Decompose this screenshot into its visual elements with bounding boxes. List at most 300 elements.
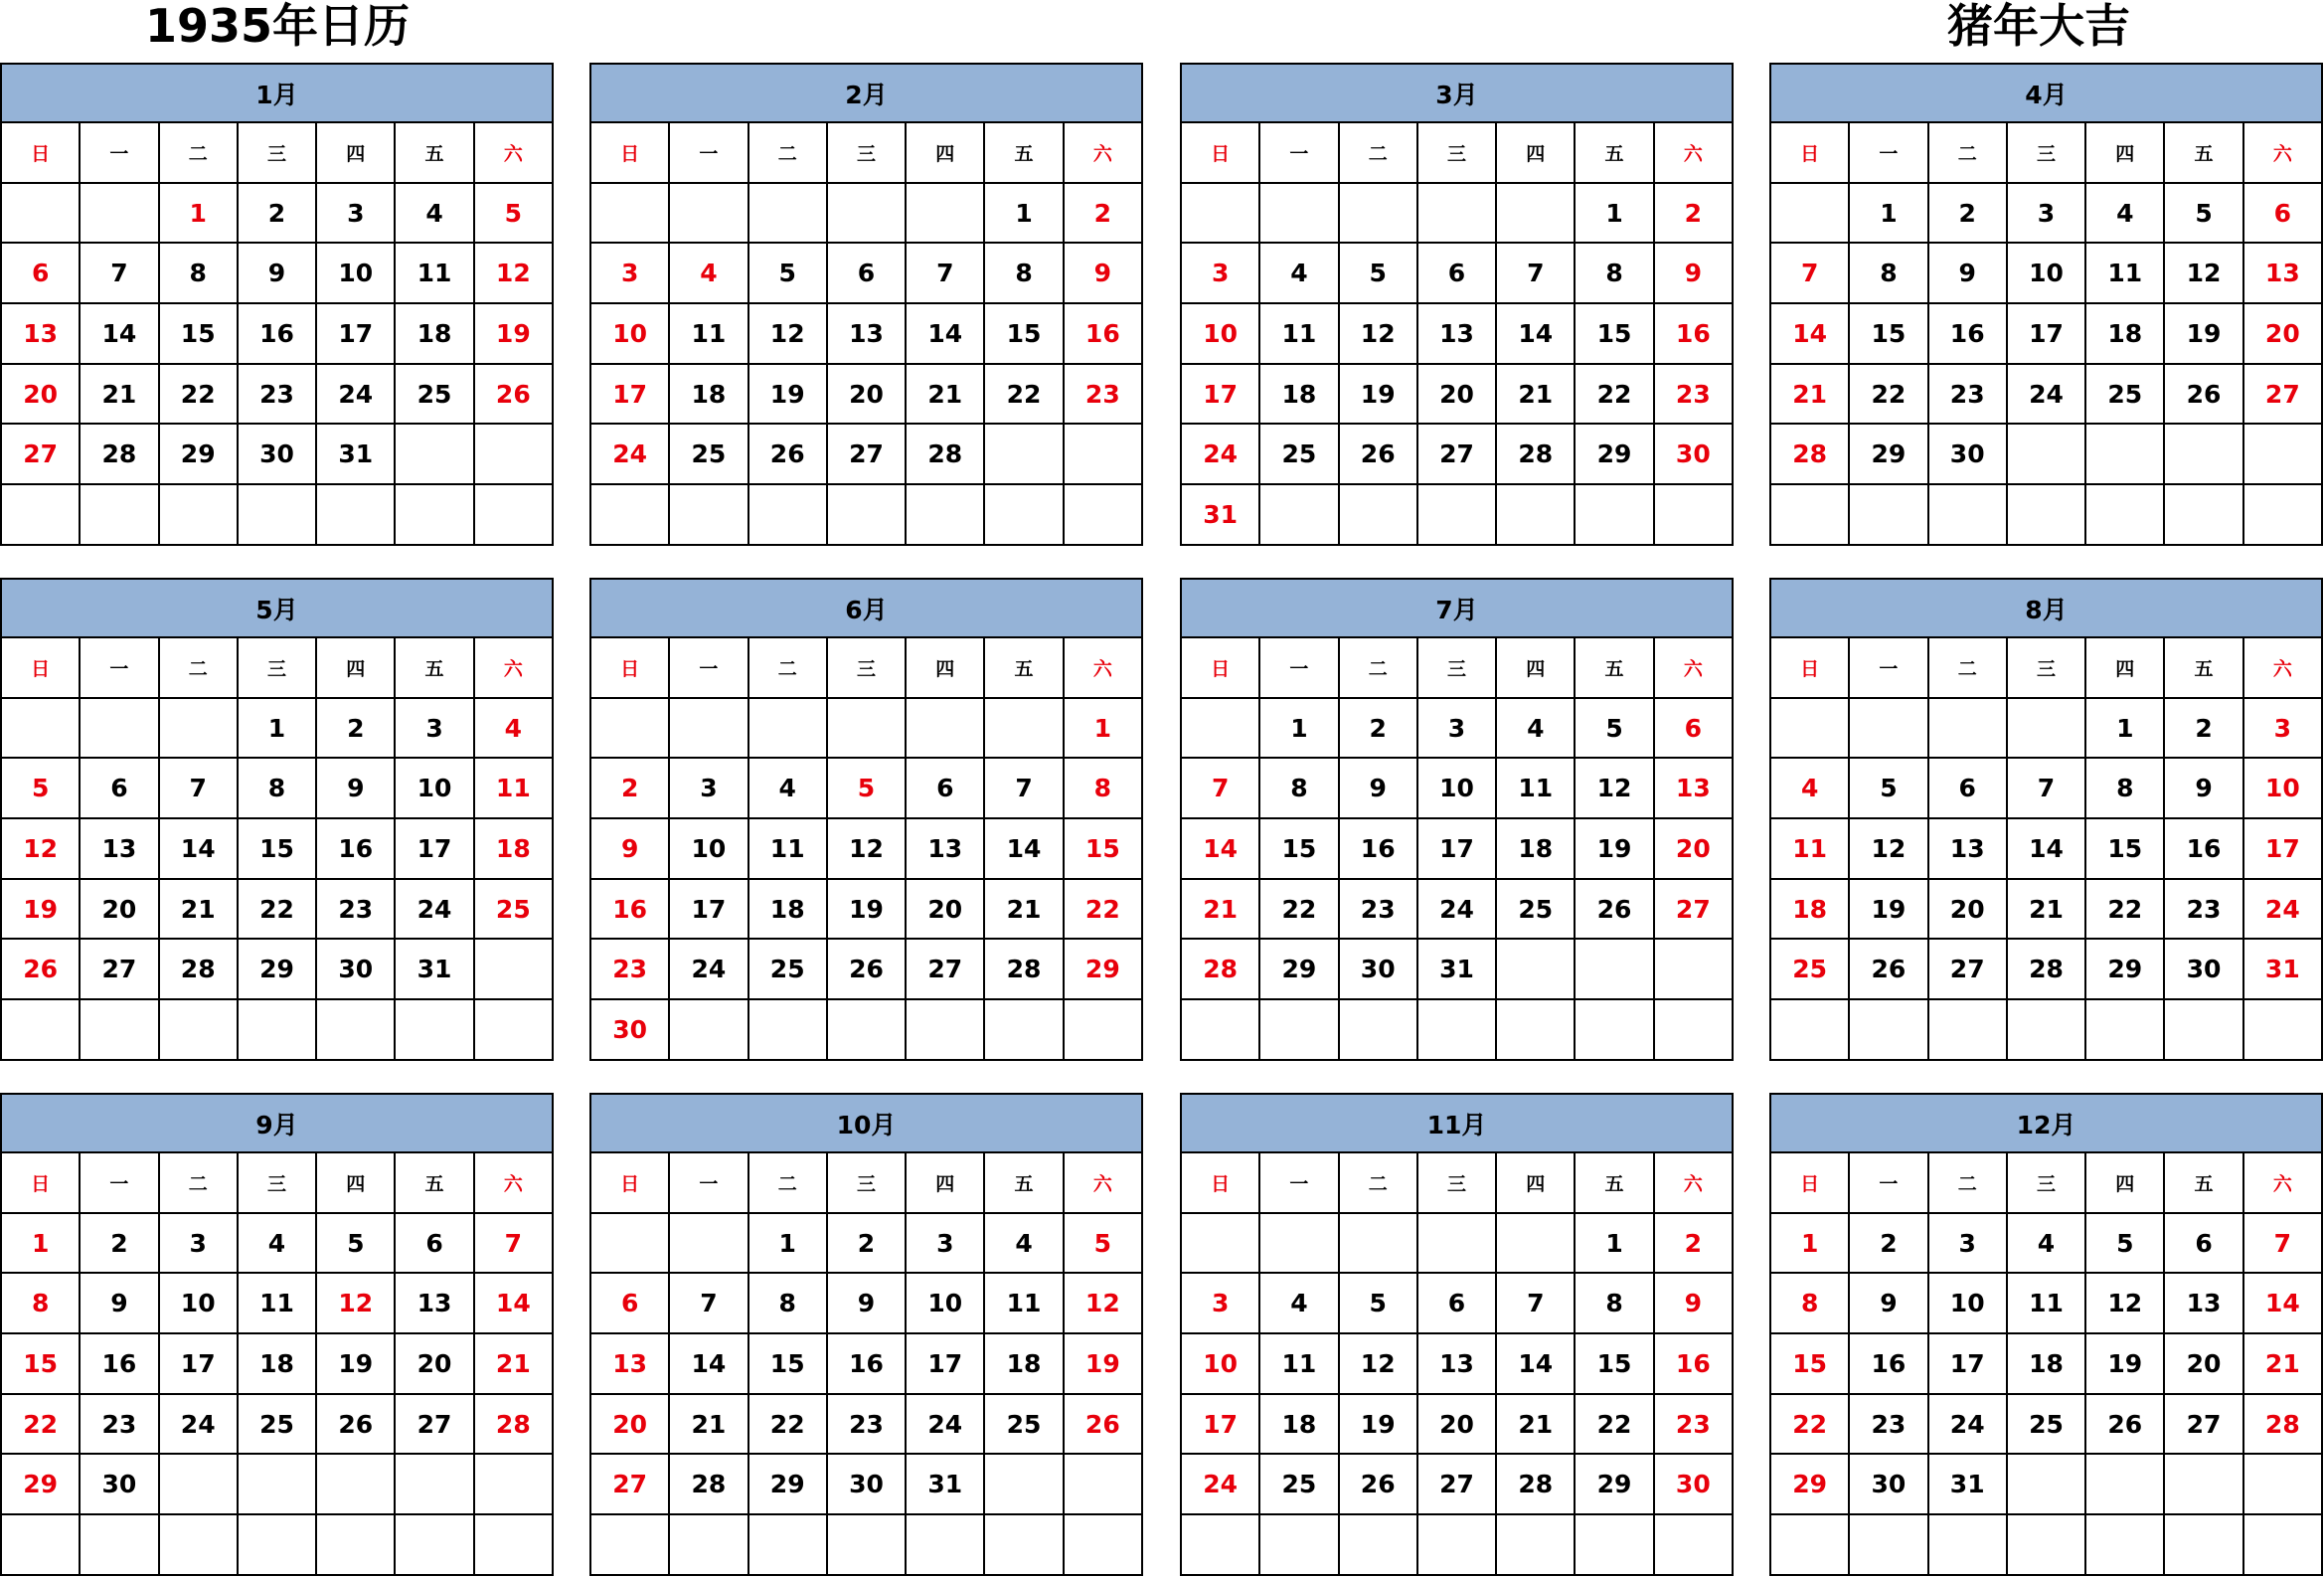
day-cell: 5	[1065, 1214, 1143, 1275]
empty-cell	[1418, 184, 1497, 245]
day-cell: 25	[985, 1395, 1064, 1456]
weekday-label: 六	[475, 638, 554, 699]
weekday-label: 三	[1418, 1153, 1497, 1214]
day-cell: 21	[475, 1334, 554, 1395]
day-cell: 18	[1260, 1395, 1339, 1456]
month-grid	[1180, 638, 1734, 1061]
month-calendar	[1769, 578, 2323, 1062]
empty-cell	[1065, 1000, 1143, 1061]
empty-cell	[1576, 1515, 1654, 1576]
day-cell: 2	[1929, 184, 2008, 245]
weekday-label: 六	[475, 1153, 554, 1214]
weekday-label: 六	[1655, 1153, 1734, 1214]
day-cell: 8	[1260, 759, 1339, 819]
day-cell: 11	[1497, 759, 1576, 819]
weekday-label: 二	[1929, 1153, 2008, 1214]
day-cell: 6	[1418, 244, 1497, 304]
empty-cell	[1497, 1214, 1576, 1275]
day-cell: 29	[1576, 425, 1654, 485]
day-cell: 15	[239, 819, 317, 880]
week-row	[1771, 184, 2323, 245]
day-cell: 17	[670, 880, 748, 941]
empty-cell	[1497, 1515, 1576, 1576]
weekday-label: 五	[396, 638, 474, 699]
week-row	[1771, 1274, 2323, 1334]
weekday-label: 一	[1260, 1153, 1339, 1214]
week-row	[591, 304, 1143, 365]
day-cell: 7	[475, 1214, 554, 1275]
weekday-row	[2, 123, 554, 184]
empty-cell	[985, 485, 1064, 546]
day-cell: 14	[907, 304, 985, 365]
day-cell: 29	[1065, 940, 1143, 1000]
day-cell: 5	[2165, 184, 2243, 245]
day-cell: 27	[1418, 425, 1497, 485]
day-cell: 13	[2, 304, 81, 365]
empty-cell	[2165, 1455, 2243, 1515]
day-cell: 30	[317, 940, 396, 1000]
day-cell: 26	[1065, 1395, 1143, 1456]
day-cell: 24	[396, 880, 474, 941]
weekday-label: 五	[1576, 638, 1654, 699]
day-cell: 2	[1065, 184, 1143, 245]
day-cell: 29	[1576, 1455, 1654, 1515]
day-cell: 17	[1182, 365, 1260, 426]
day-cell: 16	[317, 819, 396, 880]
empty-cell	[160, 1455, 239, 1515]
day-cell: 6	[907, 759, 985, 819]
day-cell: 7	[1497, 244, 1576, 304]
weekday-label: 四	[907, 123, 985, 184]
month-title: 12月	[1769, 1093, 2323, 1153]
week-row	[1771, 1455, 2323, 1515]
week-row	[1182, 244, 1734, 304]
day-cell: 21	[2244, 1334, 2323, 1395]
week-row	[1771, 1395, 2323, 1456]
empty-cell	[160, 485, 239, 546]
weekday-row	[1771, 1153, 2323, 1214]
day-cell: 12	[2165, 244, 2243, 304]
day-cell: 29	[749, 1455, 828, 1515]
weekday-label: 日	[1182, 1153, 1260, 1214]
day-cell: 12	[1065, 1274, 1143, 1334]
day-cell: 9	[81, 1274, 159, 1334]
day-cell: 16	[1655, 1334, 1734, 1395]
empty-cell	[317, 485, 396, 546]
day-cell: 18	[749, 880, 828, 941]
day-cell: 13	[396, 1274, 474, 1334]
day-cell: 15	[1260, 819, 1339, 880]
day-cell: 14	[1771, 304, 1850, 365]
weekday-label: 一	[81, 638, 159, 699]
day-cell: 27	[591, 1455, 670, 1515]
weekday-label: 五	[396, 123, 474, 184]
day-cell: 24	[591, 425, 670, 485]
empty-cell	[475, 1515, 554, 1576]
empty-cell	[1850, 1515, 1928, 1576]
day-cell: 16	[1850, 1334, 1928, 1395]
day-cell: 24	[907, 1395, 985, 1456]
empty-cell	[828, 1515, 907, 1576]
day-cell: 19	[1340, 365, 1418, 426]
empty-cell	[2008, 425, 2086, 485]
empty-cell	[2, 184, 81, 245]
calendar-subtitle: 猪年大吉	[1947, 0, 2130, 53]
day-cell: 28	[81, 425, 159, 485]
day-cell: 22	[2, 1395, 81, 1456]
day-cell: 26	[749, 425, 828, 485]
weekday-row	[1771, 638, 2323, 699]
day-cell: 8	[2, 1274, 81, 1334]
week-row	[1771, 1214, 2323, 1275]
day-cell: 14	[670, 1334, 748, 1395]
weekday-label: 五	[2165, 638, 2243, 699]
weekday-label: 一	[1850, 1153, 1928, 1214]
day-cell: 15	[1850, 304, 1928, 365]
week-row	[1182, 1000, 1734, 1061]
day-cell: 18	[2086, 304, 2165, 365]
empty-cell	[1340, 1214, 1418, 1275]
weekday-row	[1182, 1153, 1734, 1214]
empty-cell	[81, 184, 159, 245]
weekday-row	[2, 1153, 554, 1214]
day-cell: 27	[907, 940, 985, 1000]
weekday-label: 四	[1497, 638, 1576, 699]
empty-cell	[670, 699, 748, 760]
day-cell: 10	[160, 1274, 239, 1334]
day-cell: 25	[396, 365, 474, 426]
weekday-label: 一	[1850, 638, 1928, 699]
month-grid	[0, 123, 554, 546]
empty-cell	[591, 1214, 670, 1275]
day-cell: 31	[1182, 485, 1260, 546]
day-cell: 5	[317, 1214, 396, 1275]
day-cell: 12	[2086, 1274, 2165, 1334]
empty-cell	[2244, 425, 2323, 485]
week-row	[591, 425, 1143, 485]
day-cell: 1	[1065, 699, 1143, 760]
empty-cell	[396, 1000, 474, 1061]
day-cell: 12	[1340, 304, 1418, 365]
day-cell: 25	[670, 425, 748, 485]
day-cell: 9	[1850, 1274, 1928, 1334]
week-row	[1771, 244, 2323, 304]
week-row	[2, 1395, 554, 1456]
day-cell: 11	[749, 819, 828, 880]
day-cell: 14	[2244, 1274, 2323, 1334]
day-cell: 22	[1260, 880, 1339, 941]
day-cell: 31	[1929, 1455, 2008, 1515]
month-calendar	[589, 578, 1143, 1062]
day-cell: 4	[1260, 1274, 1339, 1334]
week-row	[2, 819, 554, 880]
empty-cell	[1182, 1000, 1260, 1061]
day-cell: 7	[160, 759, 239, 819]
week-row	[2, 184, 554, 245]
weekday-label: 日	[591, 1153, 670, 1214]
empty-cell	[907, 1515, 985, 1576]
empty-cell	[475, 940, 554, 1000]
day-cell: 3	[160, 1214, 239, 1275]
empty-cell	[475, 425, 554, 485]
day-cell: 14	[81, 304, 159, 365]
day-cell: 6	[828, 244, 907, 304]
empty-cell	[1576, 940, 1654, 1000]
day-cell: 14	[1497, 304, 1576, 365]
day-cell: 5	[1340, 1274, 1418, 1334]
day-cell: 22	[985, 365, 1064, 426]
day-cell: 26	[1340, 1455, 1418, 1515]
day-cell: 30	[239, 425, 317, 485]
day-cell: 8	[985, 244, 1064, 304]
day-cell: 23	[1655, 365, 1734, 426]
month-title: 8月	[1769, 578, 2323, 638]
day-cell: 22	[2086, 880, 2165, 941]
empty-cell	[1182, 1214, 1260, 1275]
month-grid	[1180, 123, 1734, 546]
day-cell: 10	[1182, 304, 1260, 365]
day-cell: 22	[1065, 880, 1143, 941]
weekday-label: 五	[1576, 123, 1654, 184]
day-cell: 27	[1655, 880, 1734, 941]
day-cell: 13	[1655, 759, 1734, 819]
day-cell: 16	[1065, 304, 1143, 365]
empty-cell	[670, 1214, 748, 1275]
day-cell: 1	[1576, 1214, 1654, 1275]
weekday-label: 六	[2244, 1153, 2323, 1214]
day-cell: 13	[2244, 244, 2323, 304]
week-row	[1182, 1515, 1734, 1576]
month-calendar	[589, 63, 1143, 547]
empty-cell	[81, 699, 159, 760]
empty-cell	[239, 1455, 317, 1515]
day-cell: 8	[1771, 1274, 1850, 1334]
weekday-label: 三	[239, 638, 317, 699]
day-cell: 31	[2244, 940, 2323, 1000]
week-row	[2, 1515, 554, 1576]
weekday-label: 日	[2, 123, 81, 184]
week-row	[1771, 1515, 2323, 1576]
weekday-label: 六	[1065, 1153, 1143, 1214]
day-cell: 11	[670, 304, 748, 365]
week-row	[2, 1455, 554, 1515]
day-cell: 29	[2, 1455, 81, 1515]
day-cell: 6	[2165, 1214, 2243, 1275]
empty-cell	[1418, 485, 1497, 546]
day-cell: 9	[828, 1274, 907, 1334]
week-row	[591, 485, 1143, 546]
weekday-label: 二	[160, 1153, 239, 1214]
day-cell: 6	[2244, 184, 2323, 245]
day-cell: 21	[1497, 1395, 1576, 1456]
empty-cell	[749, 1515, 828, 1576]
week-row	[1771, 880, 2323, 941]
week-row	[591, 1455, 1143, 1515]
day-cell: 12	[1850, 819, 1928, 880]
weekday-label: 六	[475, 123, 554, 184]
day-cell: 23	[1655, 1395, 1734, 1456]
weekday-label: 一	[1850, 123, 1928, 184]
month-title: 9月	[0, 1093, 554, 1153]
day-cell: 28	[475, 1395, 554, 1456]
day-cell: 8	[2086, 759, 2165, 819]
empty-cell	[1260, 1214, 1339, 1275]
week-row	[591, 184, 1143, 245]
weekday-label: 六	[2244, 123, 2323, 184]
day-cell: 13	[81, 819, 159, 880]
day-cell: 25	[1260, 425, 1339, 485]
day-cell: 12	[828, 819, 907, 880]
empty-cell	[591, 184, 670, 245]
empty-cell	[1655, 940, 1734, 1000]
empty-cell	[985, 425, 1064, 485]
month-calendar	[0, 63, 554, 547]
empty-cell	[670, 184, 748, 245]
weekday-label: 四	[317, 1153, 396, 1214]
day-cell: 22	[239, 880, 317, 941]
week-row	[1182, 485, 1734, 546]
day-cell: 30	[1655, 1455, 1734, 1515]
empty-cell	[2086, 485, 2165, 546]
day-cell: 16	[81, 1334, 159, 1395]
empty-cell	[1260, 1515, 1339, 1576]
empty-cell	[2244, 1000, 2323, 1061]
weekday-label: 五	[396, 1153, 474, 1214]
empty-cell	[1771, 1000, 1850, 1061]
day-cell: 21	[1182, 880, 1260, 941]
week-row	[1182, 304, 1734, 365]
day-cell: 28	[1182, 940, 1260, 1000]
day-cell: 10	[670, 819, 748, 880]
day-cell: 26	[317, 1395, 396, 1456]
day-cell: 26	[2, 940, 81, 1000]
empty-cell	[2086, 425, 2165, 485]
weekday-label: 四	[907, 1153, 985, 1214]
empty-cell	[1340, 485, 1418, 546]
day-cell: 29	[1260, 940, 1339, 1000]
month-grid	[1769, 123, 2323, 546]
day-cell: 30	[591, 1000, 670, 1061]
day-cell: 16	[1929, 304, 2008, 365]
weekday-label: 三	[828, 1153, 907, 1214]
day-cell: 26	[1340, 425, 1418, 485]
day-cell: 30	[1340, 940, 1418, 1000]
week-row	[591, 1000, 1143, 1061]
day-cell: 30	[1850, 1455, 1928, 1515]
week-row	[591, 244, 1143, 304]
empty-cell	[1340, 1000, 1418, 1061]
weekday-label: 六	[1065, 638, 1143, 699]
day-cell: 8	[1576, 1274, 1654, 1334]
weekday-label: 二	[1340, 123, 1418, 184]
weekday-label: 二	[1929, 638, 2008, 699]
day-cell: 24	[160, 1395, 239, 1456]
week-row	[1771, 1334, 2323, 1395]
empty-cell	[749, 485, 828, 546]
day-cell: 3	[1418, 699, 1497, 760]
day-cell: 9	[1655, 1274, 1734, 1334]
day-cell: 21	[985, 880, 1064, 941]
weekday-label: 二	[749, 1153, 828, 1214]
day-cell: 6	[81, 759, 159, 819]
day-cell: 4	[2086, 184, 2165, 245]
empty-cell	[1340, 1515, 1418, 1576]
day-cell: 20	[81, 880, 159, 941]
day-cell: 25	[239, 1395, 317, 1456]
month-calendar	[1180, 63, 1734, 547]
week-row	[591, 699, 1143, 760]
month-title: 7月	[1180, 578, 1734, 638]
day-cell: 2	[1655, 1214, 1734, 1275]
day-cell: 14	[1497, 1334, 1576, 1395]
month-calendar	[1180, 578, 1734, 1062]
day-cell: 21	[81, 365, 159, 426]
day-cell: 17	[1929, 1334, 2008, 1395]
day-cell: 2	[591, 759, 670, 819]
day-cell: 8	[239, 759, 317, 819]
day-cell: 29	[1771, 1455, 1850, 1515]
weekday-label: 三	[239, 1153, 317, 1214]
day-cell: 20	[396, 1334, 474, 1395]
day-cell: 13	[907, 819, 985, 880]
empty-cell	[239, 1515, 317, 1576]
day-cell: 10	[2244, 759, 2323, 819]
day-cell: 6	[1418, 1274, 1497, 1334]
week-row	[591, 940, 1143, 1000]
weekday-label: 四	[907, 638, 985, 699]
day-cell: 4	[749, 759, 828, 819]
day-cell: 25	[749, 940, 828, 1000]
weekday-label: 三	[1418, 638, 1497, 699]
day-cell: 28	[907, 425, 985, 485]
week-row	[2, 759, 554, 819]
weekday-label: 日	[1771, 638, 1850, 699]
day-cell: 28	[985, 940, 1064, 1000]
week-row	[1182, 940, 1734, 1000]
day-cell: 27	[2165, 1395, 2243, 1456]
month-grid	[589, 1153, 1143, 1576]
day-cell: 17	[160, 1334, 239, 1395]
day-cell: 8	[160, 244, 239, 304]
day-cell: 2	[81, 1214, 159, 1275]
empty-cell	[2008, 485, 2086, 546]
day-cell: 1	[160, 184, 239, 245]
day-cell: 1	[2, 1214, 81, 1275]
empty-cell	[670, 485, 748, 546]
day-cell: 27	[81, 940, 159, 1000]
day-cell: 17	[2244, 819, 2323, 880]
day-cell: 19	[317, 1334, 396, 1395]
day-cell: 14	[2008, 819, 2086, 880]
empty-cell	[1655, 485, 1734, 546]
empty-cell	[1850, 485, 1928, 546]
week-row	[1182, 1455, 1734, 1515]
weekday-label: 一	[81, 1153, 159, 1214]
day-cell: 15	[985, 304, 1064, 365]
weekday-label: 三	[1418, 123, 1497, 184]
month-title: 1月	[0, 63, 554, 123]
day-cell: 9	[239, 244, 317, 304]
week-row	[1771, 819, 2323, 880]
week-row	[1182, 425, 1734, 485]
day-cell: 5	[828, 759, 907, 819]
weekday-label: 日	[1182, 638, 1260, 699]
day-cell: 12	[317, 1274, 396, 1334]
day-cell: 25	[2008, 1395, 2086, 1456]
week-row	[591, 365, 1143, 426]
month-calendar	[0, 1093, 554, 1577]
day-cell: 27	[828, 425, 907, 485]
